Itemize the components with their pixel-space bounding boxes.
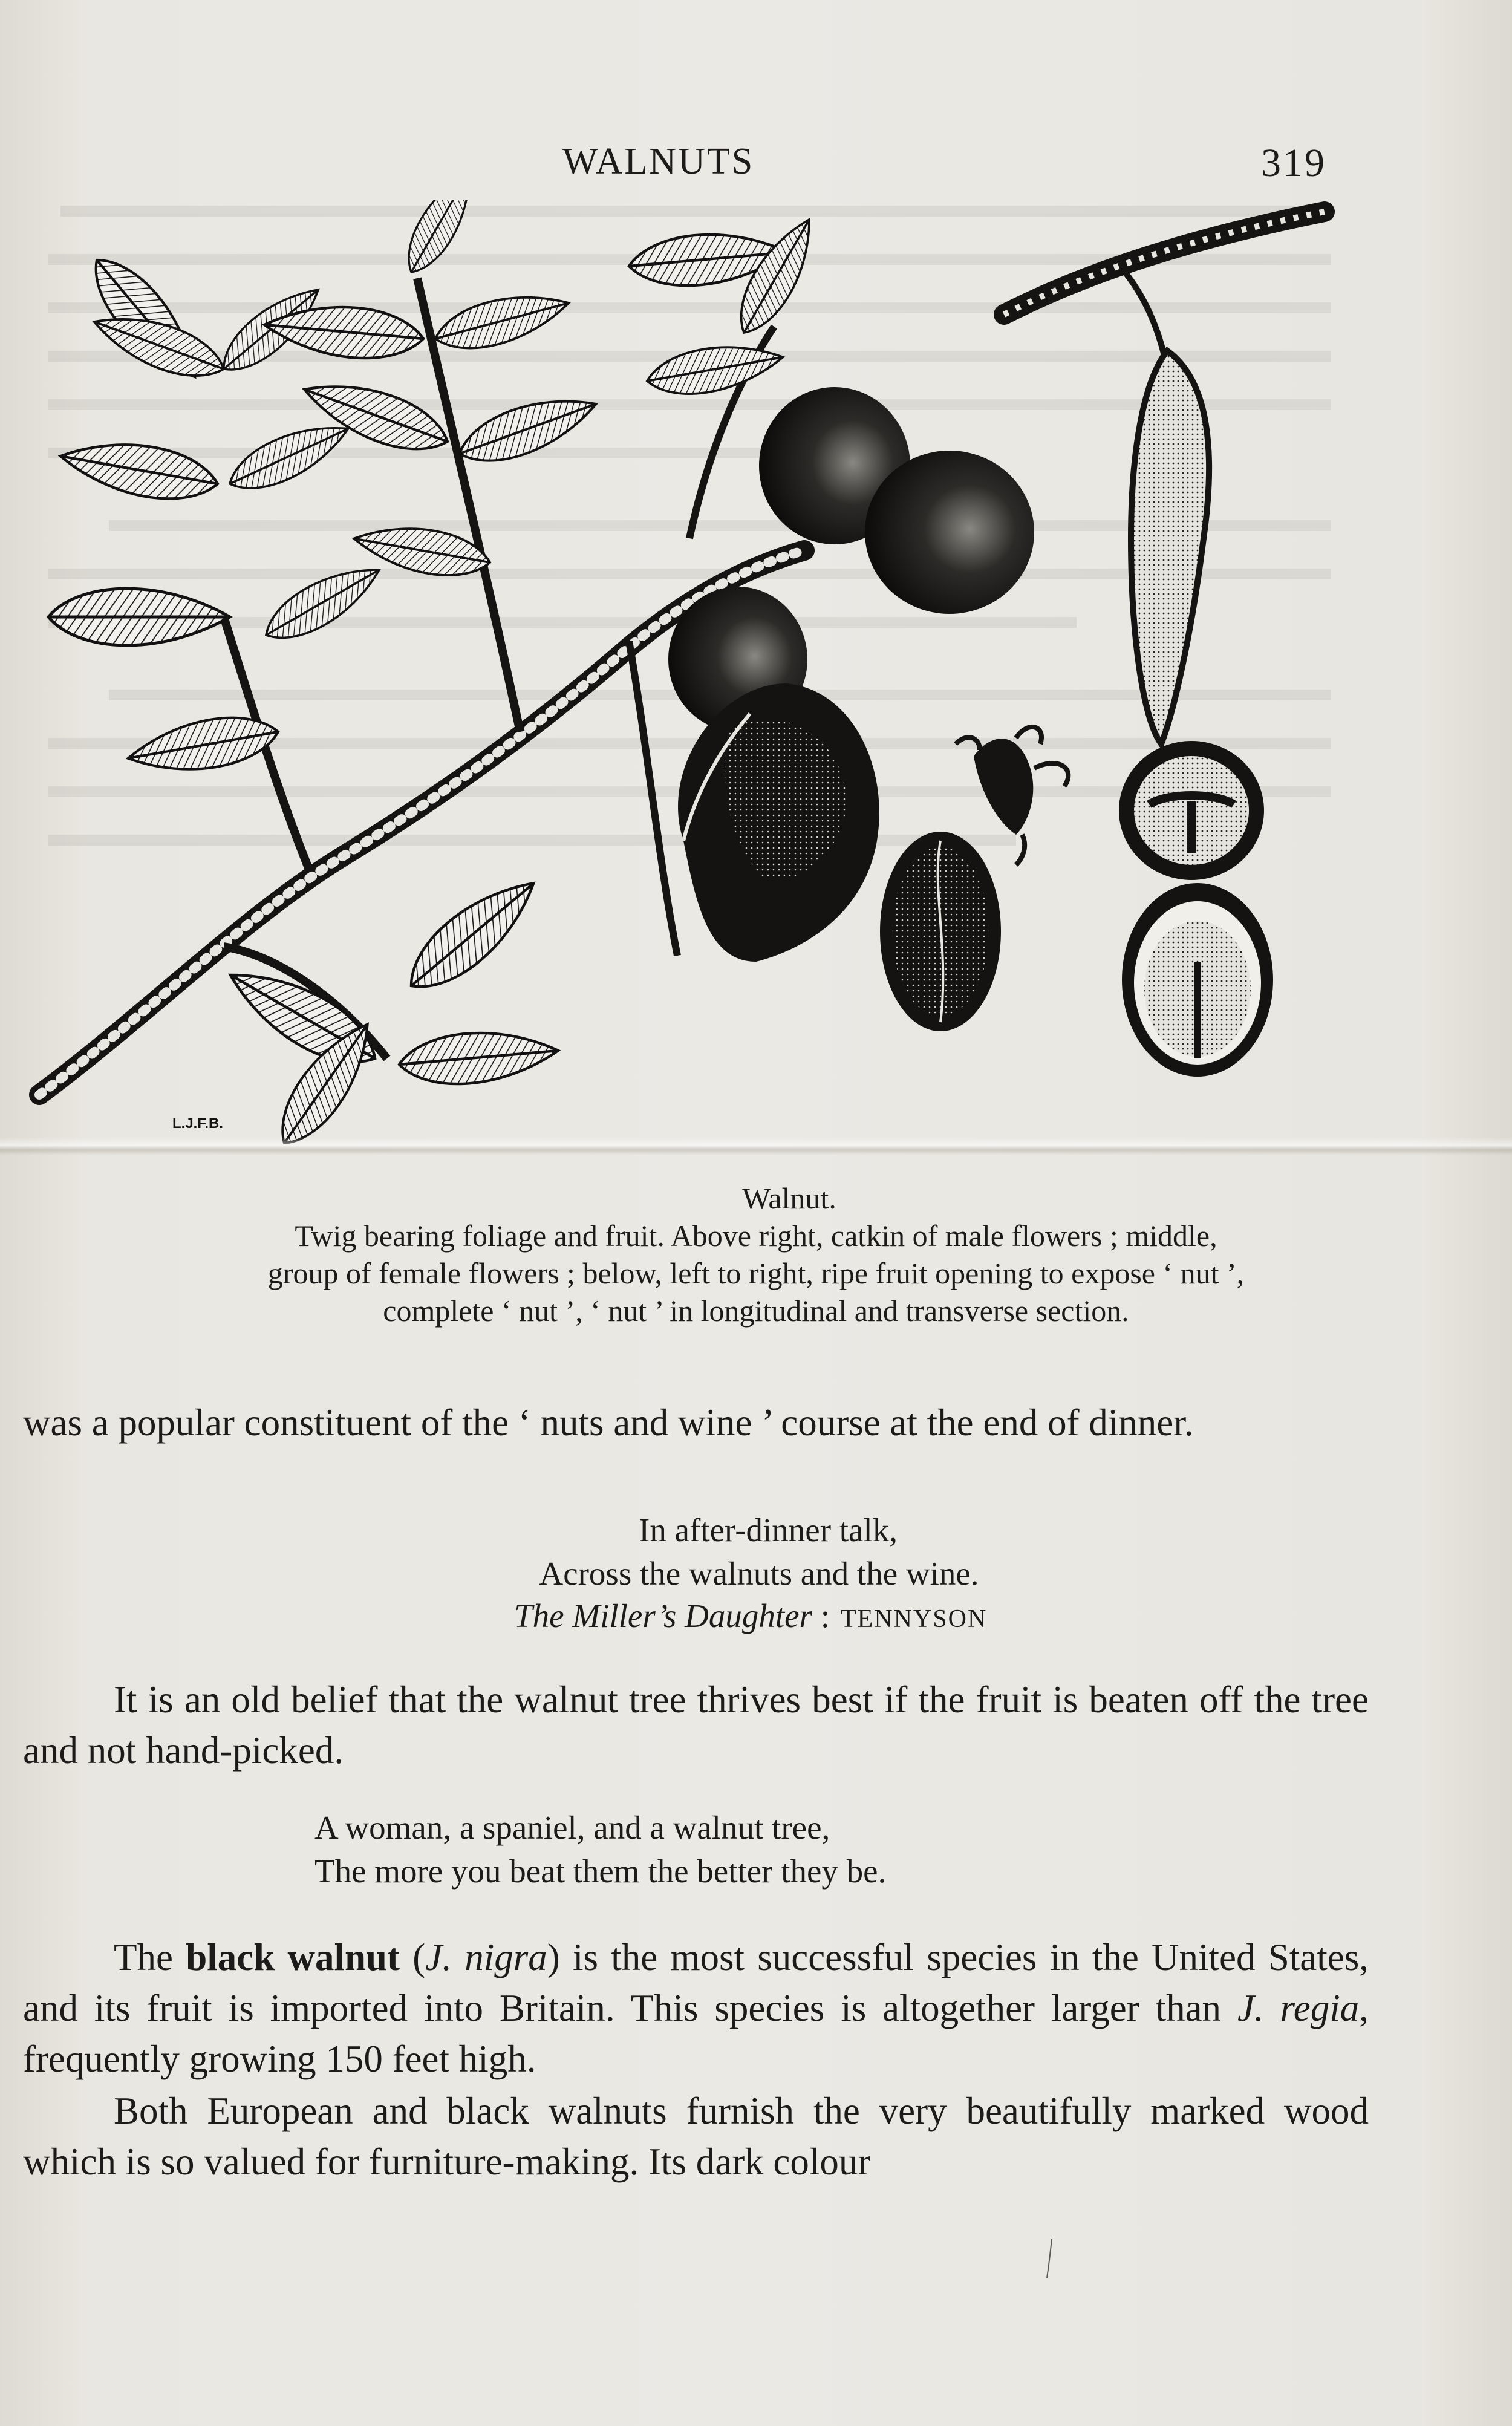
species-name: J. regia xyxy=(1237,1987,1360,2029)
paragraph-text: was a popular constituent of the ‘ nuts and wine ’ course at the end of dinner. xyxy=(23,1401,1194,1444)
paragraph-text: Both European and black walnuts furnish the very beautifully marked wood which is so valued for furniture-making. Its dark colour xyxy=(23,2090,1369,2183)
verse-line: In after-dinner talk, xyxy=(639,1511,898,1548)
species-name: J. nigra xyxy=(425,1936,547,1978)
paragraph-text xyxy=(23,1932,1369,2084)
caption-line: Twig bearing foliage and fruit. Above right, catkin of male flowers ; middle, xyxy=(295,1219,1217,1253)
paragraph-2 xyxy=(23,1674,1369,1776)
attribution-separator: : xyxy=(812,1597,830,1634)
caption-line: complete ‘ nut ’, ‘ nut ’ in longitudinal and transverse section. xyxy=(383,1294,1129,1328)
text-run: ) is the most successful species in the United States, and its fruit is imported into Britain. This species is altogether larger than xyxy=(23,1936,1369,2029)
attribution-author: TENNYSON xyxy=(841,1605,988,1633)
text-run: ( xyxy=(400,1936,426,1978)
complete-nut xyxy=(880,832,1001,1031)
verse-line: Across the walnuts and the wine. xyxy=(539,1555,979,1592)
walnut-fruits xyxy=(668,387,1034,732)
running-title: WALNUTS xyxy=(562,141,755,182)
verse-line: A woman, a spaniel, and a walnut tree, xyxy=(314,1809,830,1846)
bold-term: black walnut xyxy=(186,1936,400,1978)
text-run: The xyxy=(114,1936,186,1978)
ripe-fruit-opening xyxy=(678,683,879,962)
caption-line: group of female flowers ; below, left to right, ripe fruit opening to expose ‘ nut ’, xyxy=(267,1256,1245,1290)
quoted-verse-2 xyxy=(314,1806,1282,1893)
figure-caption xyxy=(0,1179,1512,1329)
paper-crease xyxy=(0,1137,1512,1155)
longitudinal-section xyxy=(1122,883,1273,1077)
transverse-section xyxy=(1119,741,1264,880)
text-run: , frequently growing 150 feet high. xyxy=(23,1987,1369,2080)
paragraph-3 xyxy=(23,1932,1369,2187)
verse-line: The more you beat them the better they be. xyxy=(314,1853,887,1890)
page-number: 319 xyxy=(1261,141,1326,185)
walnut-illustration xyxy=(24,200,1361,1167)
running-header xyxy=(0,140,1512,195)
paragraph-text: It is an old belief that the walnut tree thrives best if the fruit is beaten off the tree and not hand-picked. xyxy=(23,1678,1369,1772)
verse-attribution xyxy=(514,1597,987,1635)
female-flower-group xyxy=(956,727,1068,865)
attribution-work: The Miller’s Daughter xyxy=(514,1597,812,1634)
caption-title: Walnut. xyxy=(742,1181,836,1215)
paragraph-1 xyxy=(23,1397,1369,1448)
male-catkin xyxy=(1004,212,1325,744)
pencil-mark xyxy=(1043,2238,1055,2280)
quoted-verse-1 xyxy=(0,1508,1512,1596)
artist-signature: L.J.F.B. xyxy=(172,1115,224,1132)
